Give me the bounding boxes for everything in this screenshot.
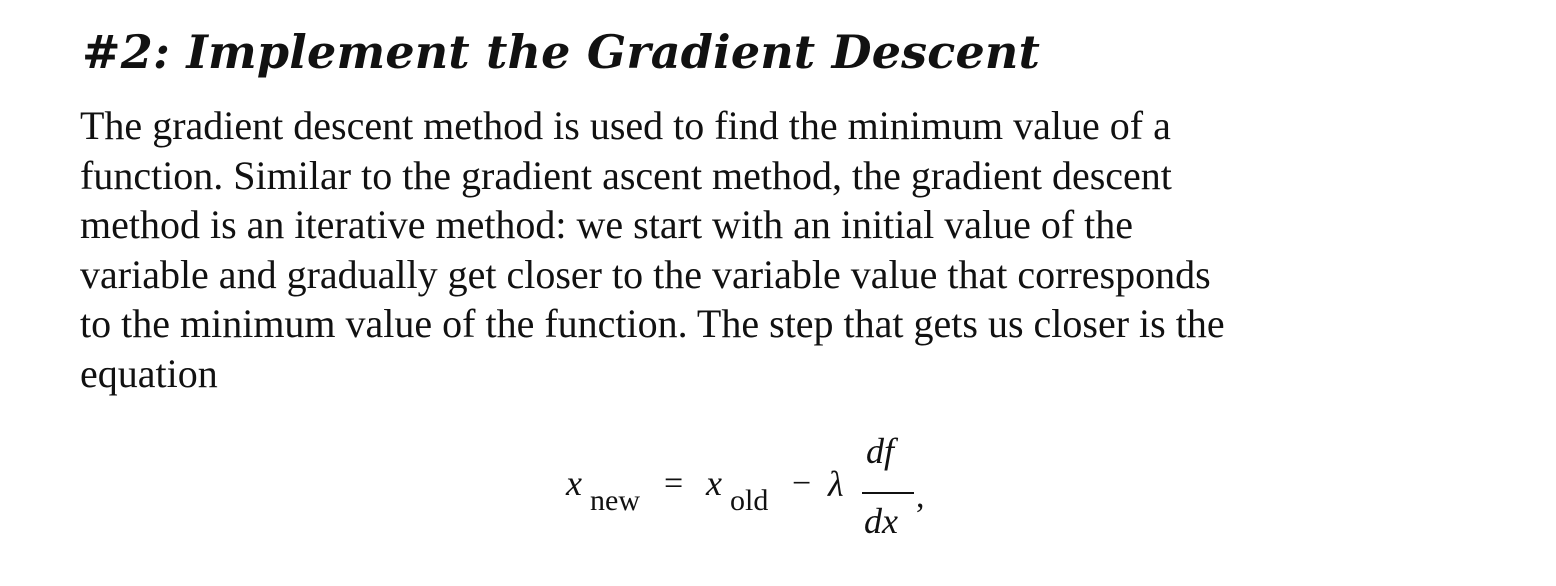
equation-fraction-bar — [862, 492, 914, 494]
paragraph-line: equation — [80, 350, 218, 396]
section-heading: #2: Implement the Gradient Descent — [82, 25, 1041, 79]
equation-trailing-comma: , — [916, 478, 925, 515]
equation-new-subscript: new — [590, 484, 640, 517]
equation-equals-sign: = — [664, 465, 684, 502]
body-paragraph — [80, 101, 1420, 399]
equation-x-new-var: x — [566, 463, 582, 503]
paragraph-line: function. Similar to the gradient ascent method, the gradient descent — [80, 152, 1172, 198]
equation-old-subscript: old — [730, 484, 769, 517]
paragraph-line: method is an iterative method: we start with an initial value of the — [80, 202, 1134, 248]
paragraph-line: variable and gradually get closer to the variable value that corresponds — [80, 251, 1211, 297]
equation-lambda-symbol: λ — [828, 464, 844, 504]
equation-minus-sign: − — [792, 465, 812, 502]
equation-denominator: dx — [864, 501, 898, 541]
equation-numerator: df — [866, 431, 895, 471]
equation-x-old-var: x — [706, 463, 722, 503]
paragraph-line: to the minimum value of the function. The step that gets us closer is the — [80, 301, 1225, 347]
paragraph-line: The gradient descent method is used to find the minimum value of a — [80, 103, 1171, 148]
